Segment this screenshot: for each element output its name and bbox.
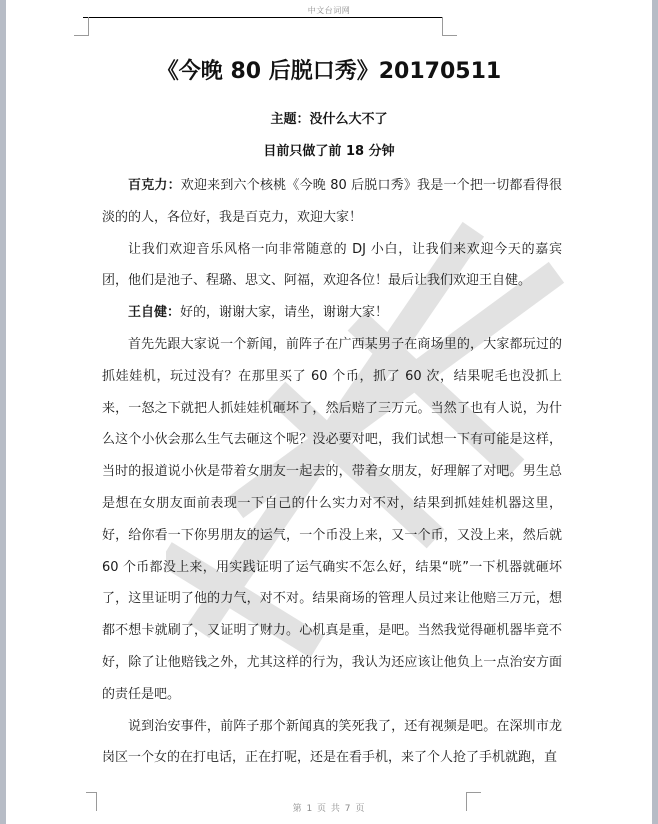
- paragraph: [102, 711, 562, 775]
- page-indicator: 第 1 页 共 7 页: [292, 804, 366, 814]
- speaker-label: 百克力：: [128, 178, 181, 193]
- speaker-label: 王自健：: [128, 305, 181, 321]
- header-site-name: 中文台词网: [307, 6, 351, 15]
- paragraph: [102, 329, 562, 711]
- paragraph-text: 好的，谢谢大家，请坐，谢谢大家！: [180, 305, 389, 321]
- progress-line: 目前只做了前 18 分钟: [263, 144, 395, 159]
- paragraph-text: 让我们欢迎音乐风格一向非常随意的 DJ 小白，让我们来欢迎今天的嘉宾团，他们是池子、程璐、思文、阿福，欢迎各位！最后让我们欢迎王自健。: [102, 241, 562, 289]
- paragraph: [102, 170, 562, 234]
- document-page: [6, 0, 652, 824]
- header-rule: [83, 17, 443, 18]
- paragraph-text: 说到治安事件，前阵子那个新闻真的笑死我了，还有视频是吧。在深圳市龙岗区一个女的在打电话，正在打呢，还是在看手机，来了个人抢了手机就跑，直: [102, 718, 562, 766]
- document-body: [102, 170, 562, 774]
- paragraph: [102, 297, 562, 329]
- margin-corner-top-right: [442, 17, 457, 36]
- paragraph-text: 欢迎来到六个核桃《今晚 80 后脱口秀》我是一个把一切都看得很淡的的人，各位好，我是百克力，欢迎大家！: [102, 178, 562, 225]
- theme-line: 主题：没什么大不了: [270, 112, 388, 127]
- margin-corner-top-left: [74, 17, 89, 36]
- paragraph: [102, 234, 562, 298]
- document-title: 《今晚 80 后脱口秀》20170511: [156, 59, 502, 84]
- paragraph-text: 首先先跟大家说一个新闻，前阵子在广西某男子在商场里的，大家都玩过的抓娃娃机，玩过没有？在那里买了 60 个币，抓了 60 次，结果呢毛也没抓上来，一怒之下就把人抓娃娃机砸坏了，然后赔了三万元。当然了也有人说，为什么这个小伙会那么生气去砸这个呢？没必要对吧，我们试想一下有可能是这样，当时的报道说小伙是带着女朋友一起去的，带着女朋友，好理解了对吧。男生总是想在女朋友面前表现一下自己的什么实力对不对，结果到抓娃娃机器这里，好，给你看一下你男朋友的运气，一个币没上来，又一个币，又没上来，然后就 60 个币都没上来，用实践证明了运气确实不怎么好，结果“咣”一下机器就砸坏了，这里证明了他的力气，对不对。结果商场的管理人员过来让他赔三万元，想都不想卡就刷了，又证明了财力。心机真是重，是吧。当然我觉得砸机器毕竟不好，除了让他赔钱之外，尤其这样的行为，我认为还应该让他负上一点治安方面的责任是吧。: [102, 336, 562, 702]
